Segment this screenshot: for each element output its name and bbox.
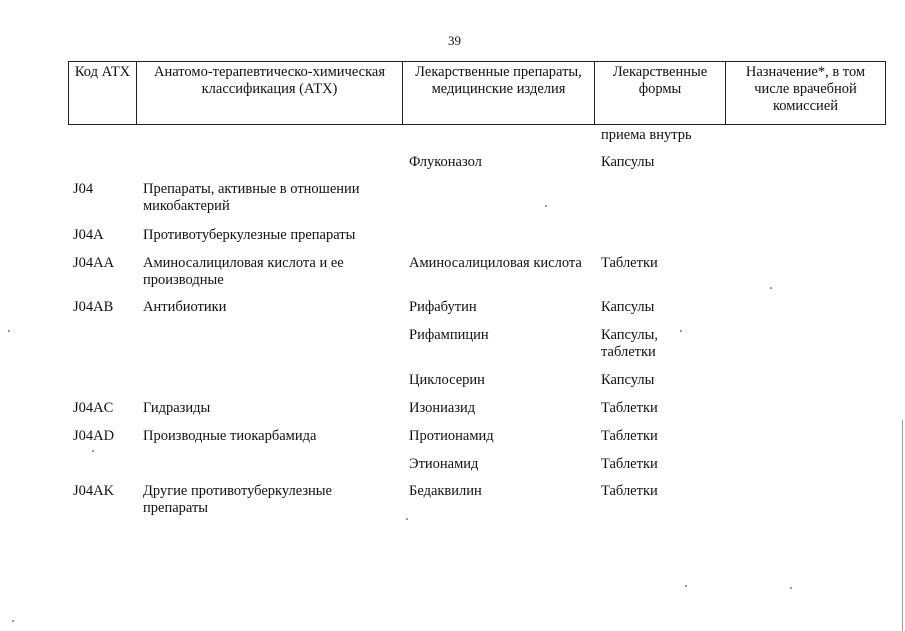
form-cell: Таблетки [601, 456, 658, 472]
table-header [68, 61, 886, 125]
form-cell: Таблетки [601, 428, 658, 444]
form-cell: Таблетки [601, 483, 658, 499]
scan-speck [685, 585, 687, 587]
drug-cell: Бедаквилин [409, 483, 482, 499]
scan-speck [770, 287, 772, 289]
drug-cell: Изониазид [409, 400, 476, 416]
atc-cell: Другие противотуберкулезные препараты [143, 483, 332, 516]
drug-cell: Циклосерин [409, 372, 485, 388]
header-atc-classification: Анатомо-терапевтическо-химическая классификация (АТХ) [137, 62, 403, 125]
atc-cell: Противотуберкулезные препараты [143, 227, 356, 243]
atc-cell: Гидразиды [143, 400, 211, 416]
header-drugs: Лекарственные препараты, медицинские изделия [403, 62, 595, 125]
drug-cell: Рифабутин [409, 299, 477, 315]
form-cell: Капсулы [601, 299, 655, 315]
drug-cell: Этионамид [409, 456, 479, 472]
scan-speck [680, 330, 682, 332]
code-cell: J04AD [73, 428, 115, 444]
drug-cell: Флуконазол [409, 154, 482, 170]
header-dosage-forms: Лекарственные формы [595, 62, 726, 125]
scan-speck [790, 587, 792, 589]
code-cell: J04AA [73, 255, 115, 271]
atc-cell: Производные тиокарбамида [143, 428, 317, 444]
drug-cell: Аминосалициловая кислота [409, 255, 582, 271]
scan-speck [545, 205, 547, 207]
form-cell: Капсулы, таблетки [601, 327, 658, 360]
form-cell: Капсулы [601, 154, 655, 170]
scan-edge-line [902, 420, 903, 631]
scan-speck [12, 620, 14, 622]
code-cell: J04 [73, 181, 94, 197]
code-cell: J04AC [73, 400, 114, 416]
atc-cell: Препараты, активные в отношении микобактерий [143, 181, 360, 214]
atc-cell: Аминосалициловая кислота и ее производные [143, 255, 344, 288]
page-number: 39 [448, 33, 461, 48]
form-cell: Таблетки [601, 255, 658, 271]
form-cell: приема внутрь [601, 127, 692, 143]
form-cell: Капсулы [601, 372, 655, 388]
header-purpose: Назначение*, в том числе врачебной комиссией [726, 62, 886, 125]
scan-speck [8, 330, 10, 332]
code-cell: J04AK [73, 483, 115, 499]
code-cell: J04A [73, 227, 104, 243]
drug-cell: Протионамид [409, 428, 494, 444]
atc-cell: Антибиотики [143, 299, 227, 315]
form-cell: Таблетки [601, 400, 658, 416]
drug-cell: Рифампицин [409, 327, 489, 343]
scan-speck [406, 518, 408, 520]
code-cell: J04AB [73, 299, 114, 315]
scan-speck [92, 450, 94, 452]
header-code: Код АТХ [69, 62, 137, 125]
